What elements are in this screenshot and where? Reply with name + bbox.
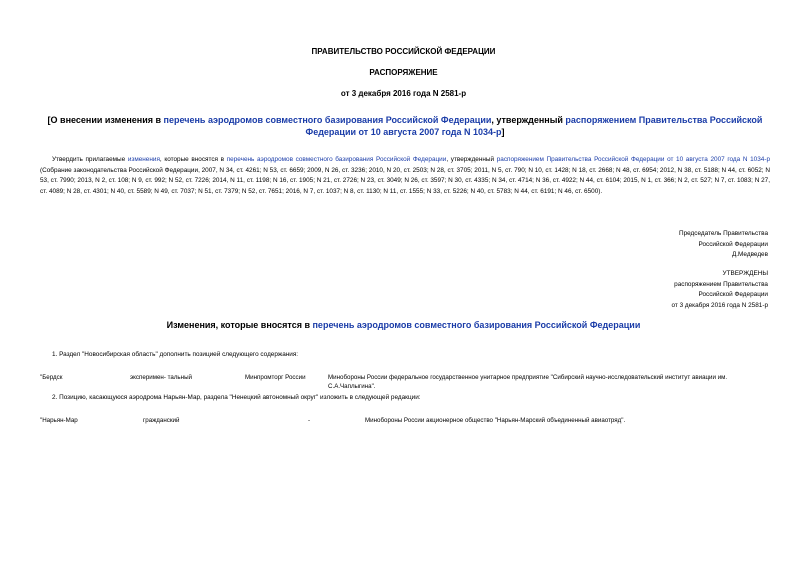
changes-title [0, 320, 807, 330]
signature-position: Председатель Правительства [679, 230, 768, 237]
link-changes[interactable]: изменения [127, 156, 160, 163]
title-open-bracket: [ [47, 115, 51, 125]
para-text-2: , которые вносятся в [159, 156, 227, 163]
government-heading: ПРАВИТЕЛЬСТВО РОССИЙСКОЙ ФЕДЕРАЦИИ [311, 47, 496, 56]
link-aerodromes-list-body[interactable]: перечень аэродромов совместного базирования Российской Федерации [226, 156, 447, 163]
para-text-4: (Собрание законодательства Российской Федерации, 2007, N 34, ст. 4261; N 53, ст. 6659; 2009, N 26, ст. 3236; 2010, N 20, ст. 2503; N 28, ст. 3705; 2011, N 5, ст. 790; N 10, ст. 1428; N 18, ст. 2668; N 48, ст. 6954; 2012, N 38, ст. 5188; N 44, ст. 6052; N 53, ст. 7990; 2013, N 2, ст. 108; N 9, ст. 992; N 52, ст. 7226; 2014, N 11, ст. 1198; N 16, ст. 1905; N 21, ст. 2726; N 23, ст. 3049; N 26, ст. 3597; N 30, ст. 4335; N 34, ст. 4714; N 36, ст. 4922; N 44, ст. 6104; 2015, N 1, ст. 366; N 2, ст. 527; N 7, ст. 1083; N 27, ст. 4089; N 28, ст. 4301; N 40, ст. 5589; N 49, ст. 7037; N 51, ст. 7379; N 52, ст. 7651; 2016, N 7, ст. 1037; N 8, ст. 1130; N 11, ст. 1555; N 33, ст. 5226; N 40, ст. 5783; N 44, ст. 6191; N 46, ст. 6500). [40, 166, 770, 195]
row2-operators: Минобороны России акционерное общество "Нарьян-Марский объединенный авиаотряд". [365, 417, 626, 424]
approved-block [500, 269, 768, 311]
row2-aerodrome: "Нарьян-Мар [40, 417, 78, 424]
document-date-number: от 3 декабря 2016 года N 2581-р [340, 89, 467, 98]
approved-by: распоряжением Правительства [674, 280, 768, 288]
row1-category: эксперимен- тальный [130, 374, 192, 381]
item-1-text: 1. Раздел "Новосибирская область" дополнить позицией следующего содержания: [52, 351, 299, 358]
para-text-1: Утвердить прилагаемые [52, 156, 128, 163]
row1-operators: Минобороны России федеральное государственное унитарное предприятие "Сибирский научно-исследовательский институт авиации им. С.А.Чаплыгина". [328, 374, 728, 390]
row2-category: гражданский [143, 417, 180, 424]
link-decree-1034-body[interactable]: распоряжением Правительства Российской Федерации от 10 августа 2007 года N 1034-р [496, 156, 771, 163]
title-middle: , утвержденный [491, 115, 566, 125]
signature-name: Д.Медведев [731, 251, 768, 258]
title-prefix: О внесении изменения в [50, 115, 164, 125]
document-type: РАСПОРЯЖЕНИЕ [369, 68, 438, 77]
approved-date: от 3 декабря 2016 года N 2581-р [671, 301, 768, 309]
row1-aerodrome: "Бердск [40, 374, 63, 381]
row2-ministry: - [308, 417, 311, 424]
link-decree-1034[interactable]: распоряжением Правительства Российской Федерации от 10 августа 2007 года N 1034-р [305, 115, 763, 137]
body-paragraph [40, 155, 770, 197]
signature-block [500, 229, 768, 261]
link-aerodromes-list[interactable]: перечень аэродромов совместного базирования Российской Федерации [163, 115, 492, 125]
item-2-text: 2. Позицию, касающуюся аэродрома Нарьян-Мар, раздела "Ненецкий автономный округ" изложить в следующей редакции: [52, 394, 421, 401]
title-close-bracket: ] [501, 127, 505, 137]
row1-ministry: Минпромторг России [245, 374, 306, 381]
link-aerodromes-list-changes[interactable]: перечень аэродромов совместного базирования Российской Федерации [312, 320, 641, 330]
document-title [40, 114, 770, 138]
signature-country: Российской Федерации [698, 240, 768, 248]
changes-title-prefix: Изменения, которые вносятся в [166, 320, 313, 330]
para-text-3: , утвержденный [446, 156, 497, 163]
approved-country: Российской Федерации [698, 291, 768, 298]
approved-label: УТВЕРЖДЕНЫ [722, 270, 768, 277]
